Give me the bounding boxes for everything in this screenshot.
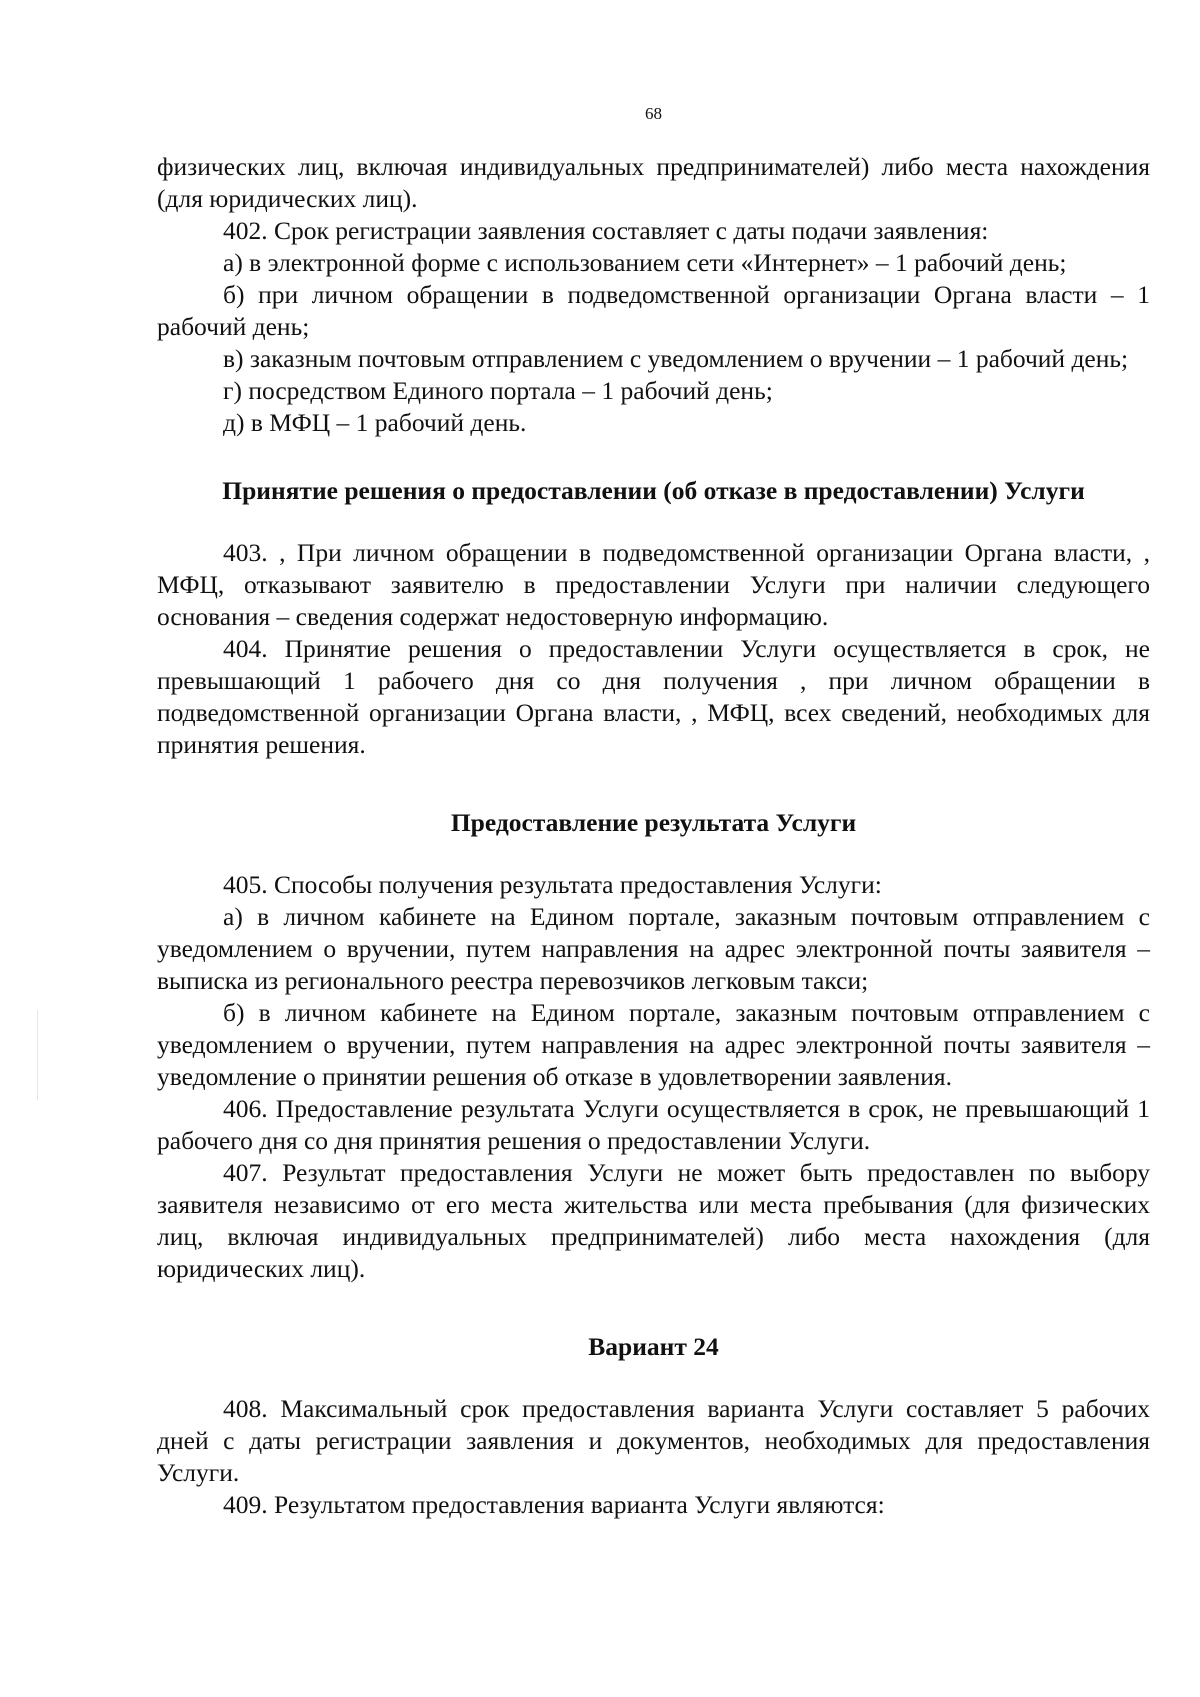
page-number: 68: [645, 104, 662, 123]
paragraph-408: 408. Максимальный срок предоставления варианта Услуги составляет 5 рабочих дней с даты регистрации заявления и документов, необходимых для предоставления Услуги.: [157, 1394, 1150, 1487]
paragraph-406: 406. Предоставление результата Услуги осуществляется в срок, не превышающий 1 рабочего дня со дня принятия решения о предоставлении Услуги.: [157, 1094, 1150, 1155]
list-item-g: г) посредством Единого портала – 1 рабочий день;: [223, 376, 773, 405]
list-item-v: в) заказным почтовым отправлением с уведомлением о вручении – 1 рабочий день;: [223, 344, 1129, 373]
list-item-b: б) при личном обращении в подведомственной организации Органа власти – 1 рабочий день;: [157, 280, 1150, 341]
paragraph-402: 402. Срок регистрации заявления составляет с даты подачи заявления:: [223, 216, 989, 245]
paragraph-404: 404. Принятие решения о предоставлении Услуги осуществляется в срок, не превышающий 1 рабочего дня со дня получения , при личном обращении в подведомственной организации Органа власти, , МФЦ, всех сведений, необходимых для принятия решения.: [157, 634, 1150, 759]
paragraph-405: 405. Способы получения результата предоставления Услуги:: [223, 870, 882, 899]
scan-margin-mark: [37, 1010, 38, 1100]
section-heading-decision: Принятие решения о предоставлении (об отказе в предоставлении) Услуги: [222, 476, 1085, 505]
paragraph-409: 409. Результатом предоставления варианта Услуги являются:: [223, 1490, 885, 1519]
list-item-405-a: а) в личном кабинете на Едином портале, заказным почтовым отправлением с уведомлением о вручении, путем направления на адрес электронной почты заявителя – выписка из регионального реестра перевозчиков легковым такси;: [157, 902, 1150, 995]
list-item-405-b: б) в личном кабинете на Едином портале, заказным почтовым отправлением с уведомлением о вручении, путем направления на адрес электронной почты заявителя – уведомление о принятии решения об отказе в удовлетворении заявления.: [157, 998, 1150, 1091]
list-item-d: д) в МФЦ – 1 рабочий день.: [223, 408, 527, 437]
document-body: [157, 151, 1150, 1521]
section-heading-result: Предоставление результата Услуги: [450, 808, 857, 837]
section-heading-variant-24: Вариант 24: [588, 1332, 719, 1361]
list-item-a: а) в электронной форме с использованием сети «Интернет» – 1 рабочий день;: [223, 248, 1067, 277]
paragraph-407: 407. Результат предоставления Услуги не может быть предоставлен по выбору заявителя независимо от его места жительства или места пребывания (для физических лиц, включая индивидуальных предпринимателей) либо места нахождения (для юридических лиц).: [157, 1158, 1150, 1283]
paragraph-403: 403. , При личном обращении в подведомственной организации Органа власти, , МФЦ, отказывают заявителю в предоставлении Услуги при наличии следующего основания – сведения содержат недостоверную информацию.: [157, 538, 1150, 631]
paragraph-continuation: физических лиц, включая индивидуальных предпринимателей) либо места нахождения (для юридических лиц).: [157, 152, 1150, 213]
